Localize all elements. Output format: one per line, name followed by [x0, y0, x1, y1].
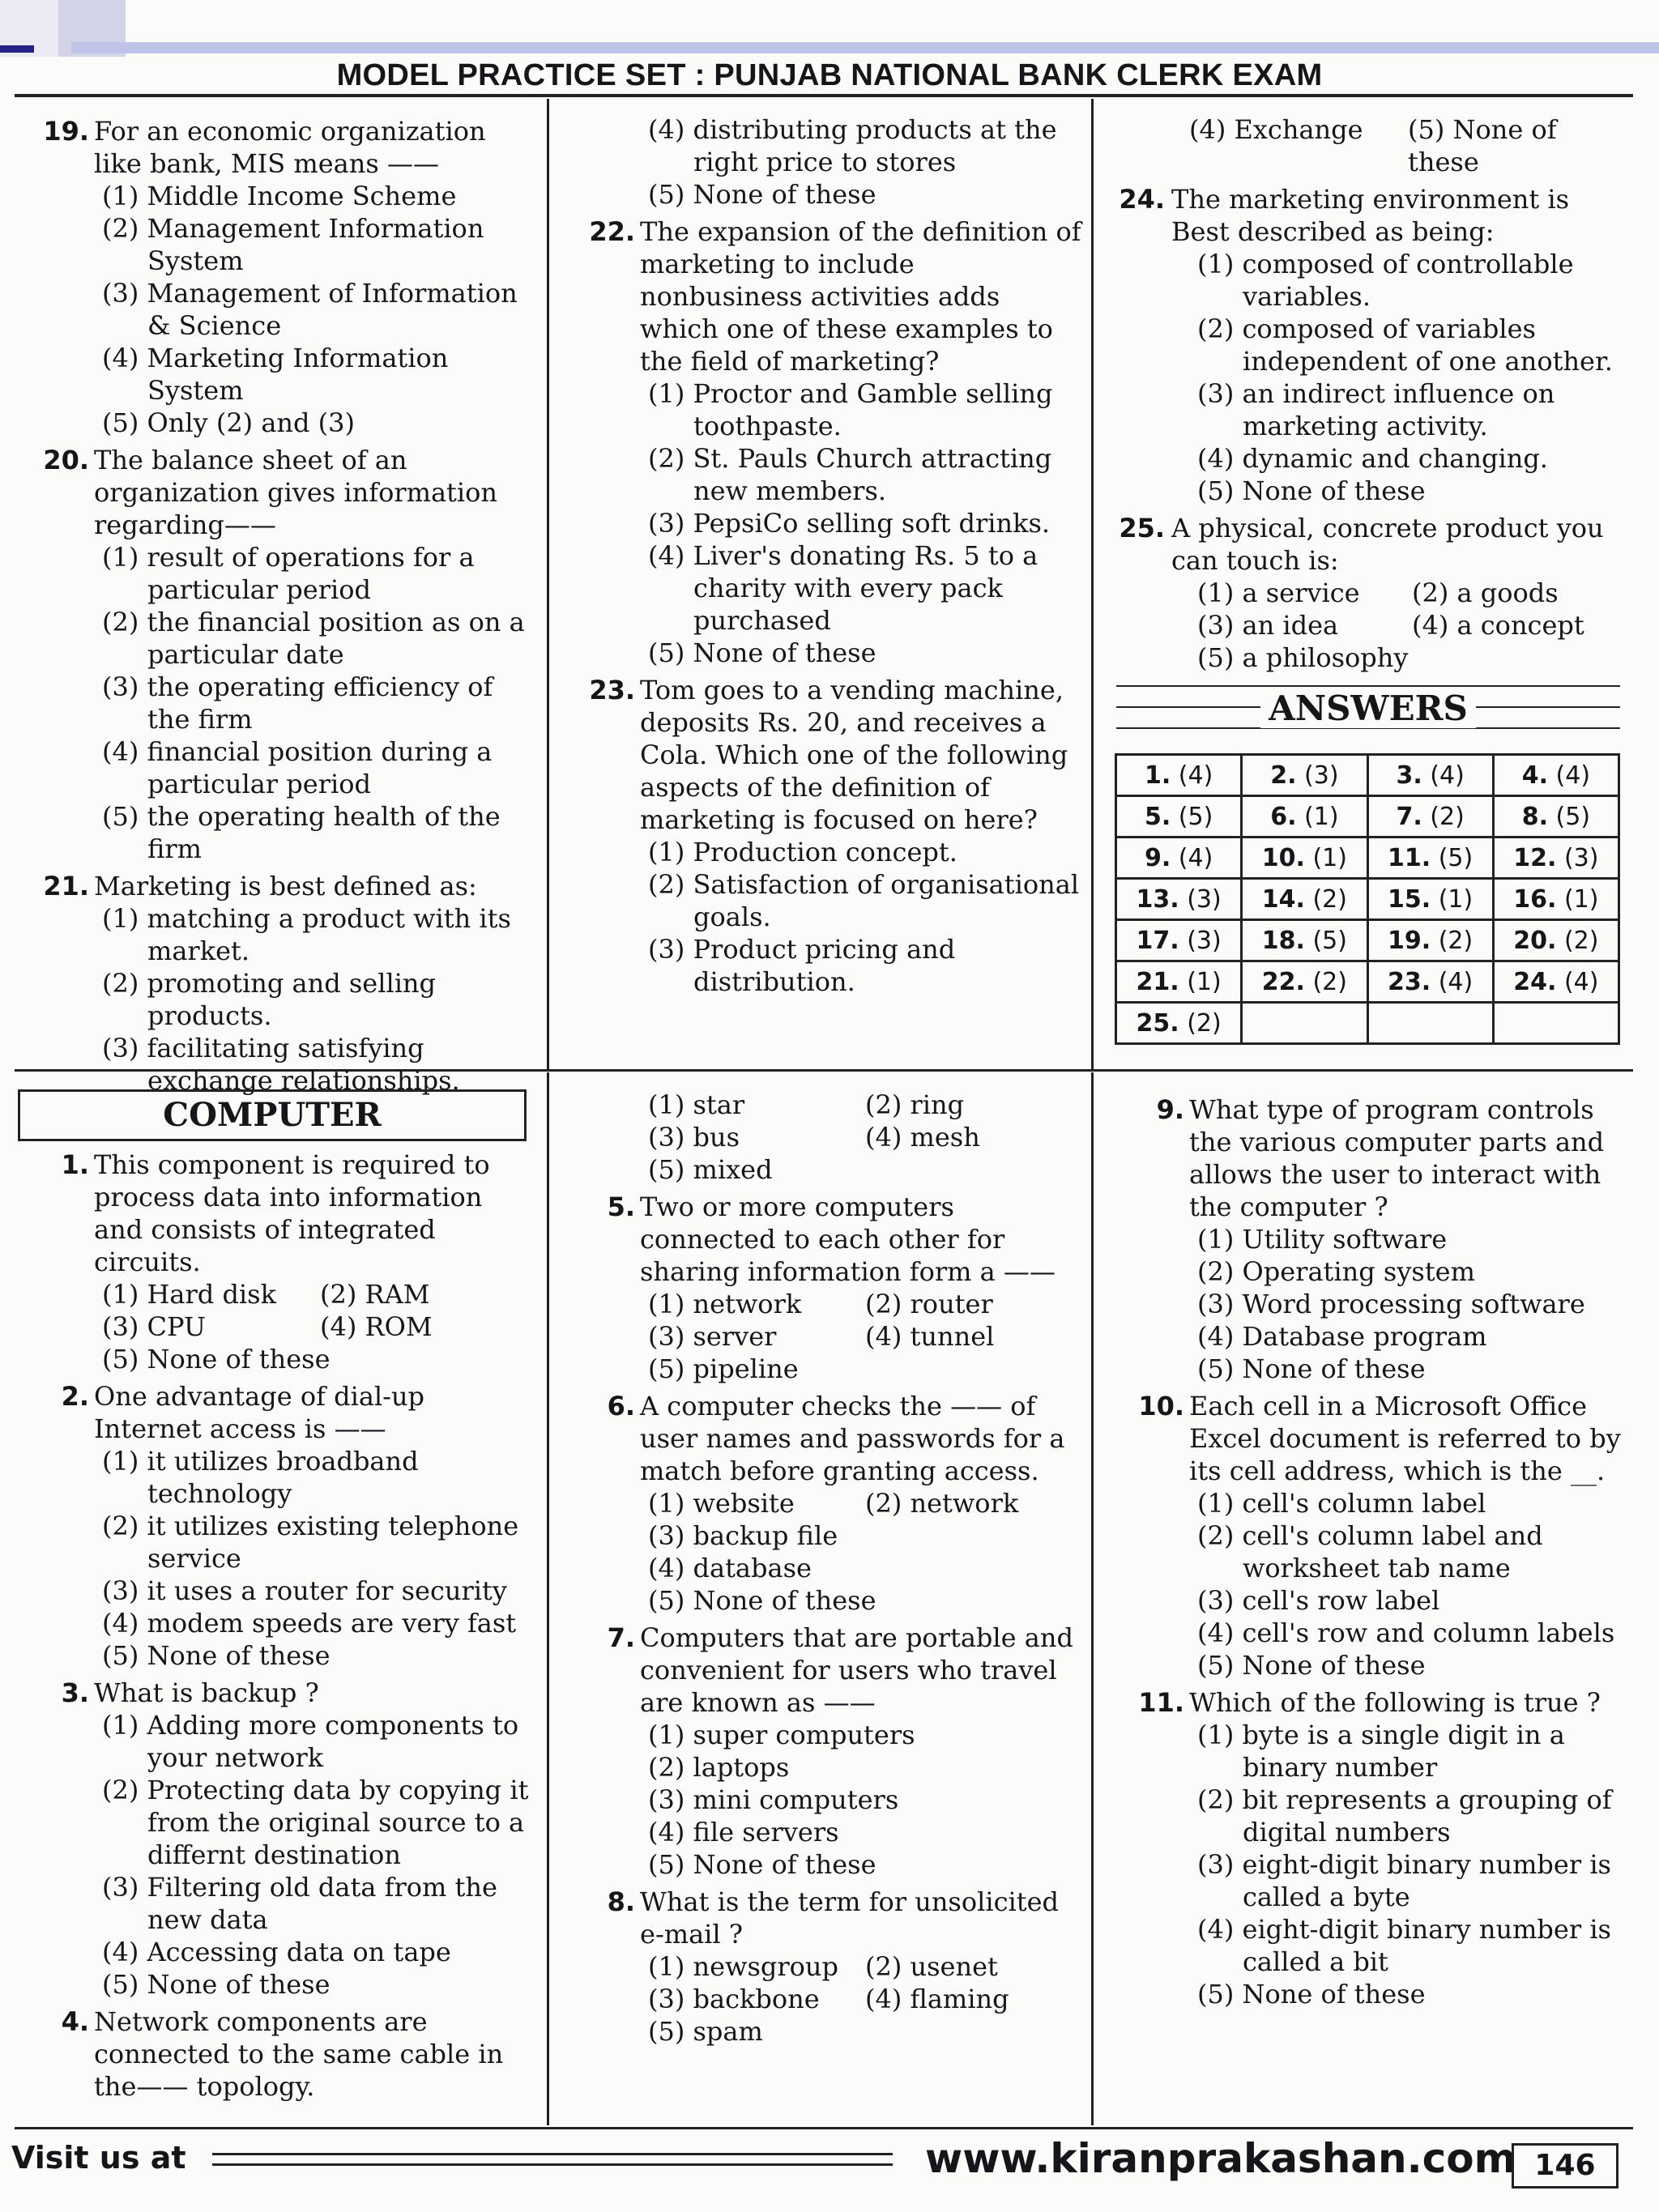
option: (1) result of operations for a particular period: [102, 542, 475, 605]
question-number: 4.: [61, 2006, 89, 2037]
option-pair: [102, 1278, 538, 1311]
question: [21, 1380, 538, 1672]
computer-column-2: [567, 1089, 1082, 2048]
option: (3) bus: [648, 1122, 740, 1153]
column-divider: [547, 99, 549, 1069]
option: (5) a philosophy: [1197, 642, 1409, 673]
option: (3) eight-digit binary number is called a byte: [1197, 1849, 1611, 1912]
answer-choice: (4): [1555, 761, 1591, 790]
question-number: 22.: [589, 216, 635, 247]
computer-column-3: [1116, 1089, 1627, 2010]
header-rule: [15, 94, 1633, 97]
question-text: [21, 1677, 538, 1709]
option: (5) None of these: [1197, 1650, 1426, 1681]
option: (2) RAM: [320, 1279, 430, 1310]
answer-number: 9.: [1144, 843, 1171, 872]
answer-number: 21.: [1136, 967, 1179, 996]
option: (2) ring: [865, 1089, 965, 1120]
option: (5) None of these: [102, 1969, 331, 2000]
question-text: [567, 1191, 1082, 1288]
question-number: 19.: [43, 116, 89, 147]
question-number: 6.: [607, 1391, 635, 1421]
footer-url[interactable]: www.kiranprakashan.com: [925, 2135, 1516, 2182]
answer-cell: [1367, 961, 1493, 1003]
option: (1) website: [648, 1488, 795, 1519]
option: (3) CPU: [102, 1311, 206, 1342]
computer-column-1: [21, 1144, 538, 2103]
option: (2) Satisfaction of organisational goals.: [648, 869, 1080, 932]
marketing-column-1: [21, 110, 538, 1097]
answer-choice: (3): [1304, 761, 1339, 790]
question: [1116, 1390, 1627, 1681]
question-text: [1116, 1093, 1627, 1223]
answer-choice: (2): [1438, 926, 1473, 955]
question-number: 10.: [1138, 1391, 1184, 1421]
question-stem: A physical, concrete product you can touch is:: [1171, 513, 1604, 576]
answer-cell: [1242, 1003, 1367, 1044]
answer-number: 14.: [1261, 884, 1305, 914]
marketing-column-2: [567, 113, 1082, 998]
answer-cell: [1242, 961, 1367, 1003]
column-divider: [547, 1072, 549, 2125]
option: (1) cell's column label: [1197, 1488, 1486, 1519]
answer-cell: [1493, 1003, 1618, 1044]
question-stem: Each cell in a Microsoft Office Excel document is referred to by its cell address, which is the __.: [1189, 1391, 1621, 1486]
answer-cell: [1116, 961, 1242, 1003]
question-number: 24.: [1119, 184, 1165, 215]
column-divider: [1091, 1072, 1094, 2125]
option: (5) Only (2) and (3): [102, 407, 355, 438]
question-number: 25.: [1119, 513, 1165, 543]
option: (3) Management of Information & Science: [102, 278, 518, 341]
question-number: 9.: [1156, 1094, 1184, 1125]
question-text: [21, 115, 538, 180]
option: (2) composed of variables independent of one another.: [1197, 313, 1613, 377]
answer-choice: (2): [1187, 1008, 1222, 1038]
option: (2) Protecting data by copying it from the original source to a differnt destination: [102, 1775, 529, 1870]
option: (3) facilitating satisfying exchange relationships.: [102, 1033, 460, 1096]
question-text: [567, 674, 1082, 836]
question-number: 1.: [61, 1149, 89, 1180]
option: (4) tunnel: [865, 1321, 995, 1352]
answer-number: 6.: [1270, 802, 1297, 831]
option: (1) newsgroup: [648, 1951, 838, 1982]
answer-number: 5.: [1144, 802, 1171, 831]
option: (4) cell's row and column labels: [1197, 1617, 1615, 1648]
option: (5) None of these: [1197, 1979, 1426, 2010]
question-stem: For an economic organization like bank, MIS means ——: [94, 116, 486, 179]
question-stem: Two or more computers connected to each other for sharing information form a ——: [640, 1191, 1056, 1287]
question-text: [21, 1380, 538, 1445]
option: (1) it utilizes broadband technology: [102, 1446, 419, 1509]
answers-row: [1116, 879, 1619, 920]
answer-cell: [1242, 755, 1367, 796]
answer-choice: (2): [1563, 926, 1599, 955]
answer-number: 8.: [1521, 802, 1548, 831]
question-text: [21, 870, 538, 902]
answer-choice: (4): [1430, 761, 1465, 790]
page-title: MODEL PRACTICE SET : PUNJAB NATIONAL BANK CLERK EXAM: [336, 58, 1323, 92]
option: (4) Exchange: [1189, 114, 1363, 145]
answer-choice: (1): [1304, 802, 1339, 831]
answer-number: 10.: [1261, 843, 1305, 872]
option-pair: [648, 1288, 1082, 1320]
answer-number: 20.: [1513, 926, 1557, 955]
option: (1) network: [648, 1289, 802, 1319]
question-text: [567, 1886, 1082, 1950]
answers-header: [1116, 682, 1620, 732]
question-number: 23.: [589, 675, 635, 705]
answer-choice: (5): [1438, 843, 1473, 872]
answer-cell: [1116, 796, 1242, 837]
answer-number: 22.: [1261, 967, 1305, 996]
answers-row: [1116, 796, 1619, 837]
option-pair: [648, 1089, 1082, 1121]
answer-cell: [1367, 1003, 1493, 1044]
option: (5) the operating health of the firm: [102, 801, 501, 864]
question-stem: Tom goes to a vending machine, deposits Rs. 20, and receives a Cola. Which one of the following aspects of the definition of marketing is focused on here?: [640, 675, 1068, 835]
option: (5) pipeline: [648, 1353, 799, 1384]
option: (3) an indirect influence on marketing activity.: [1197, 378, 1555, 441]
answer-choice: (5): [1312, 926, 1347, 955]
answer-cell: [1493, 961, 1618, 1003]
option: (2) Operating system: [1197, 1256, 1475, 1287]
option: (3) server: [648, 1321, 777, 1352]
option: (4) financial position during a particular period: [102, 736, 493, 799]
question-text: [21, 2005, 538, 2103]
option: (3) backbone: [648, 1984, 820, 2014]
option: (5) None of these: [648, 1849, 876, 1880]
option: (4) database: [648, 1553, 812, 1583]
option: (1) matching a product with its market.: [102, 903, 511, 966]
answer-number: 7.: [1396, 802, 1422, 831]
option: (2) bit represents a grouping of digital numbers: [1197, 1784, 1612, 1848]
option: (3) Filtering old data from the new data: [102, 1872, 497, 1935]
option: (4) Liver's donating Rs. 5 to a charity with every pack purchased: [648, 540, 1038, 636]
option: (3) it uses a router for security: [102, 1575, 507, 1606]
question: [21, 1149, 538, 1375]
option: (2) cell's column label and worksheet tab name: [1197, 1520, 1543, 1583]
question: [1116, 1093, 1627, 1385]
answer-choice: (4): [1178, 843, 1213, 872]
question: [1116, 512, 1627, 674]
answer-number: 3.: [1396, 761, 1422, 790]
question-text: [1116, 1390, 1627, 1487]
option-pair: [648, 1320, 1082, 1353]
answer-number: 1.: [1144, 761, 1171, 790]
option: (2) a goods: [1412, 578, 1559, 608]
option: (2) St. Pauls Church attracting new members.: [648, 443, 1052, 506]
answer-cell: [1367, 879, 1493, 920]
question: [567, 674, 1082, 998]
answer-choice: (2): [1312, 884, 1347, 914]
answer-number: 25.: [1136, 1008, 1179, 1038]
question: [567, 1390, 1082, 1617]
option: (2) router: [865, 1289, 993, 1319]
question-text: [1116, 512, 1627, 577]
marketing-column-3: [1116, 113, 1627, 674]
answers-row: [1116, 837, 1619, 879]
option: (2) usenet: [865, 1951, 998, 1982]
header-strip: [71, 42, 1659, 53]
answer-cell: [1116, 920, 1242, 961]
answer-choice: (4): [1438, 967, 1473, 996]
corner-decoration: [0, 45, 34, 53]
footer-rule: [15, 2127, 1633, 2129]
question-stem: What is backup ?: [94, 1677, 319, 1708]
option: (3) cell's row label: [1197, 1585, 1440, 1616]
option: (4) Database program: [1197, 1321, 1487, 1352]
option: (4) modem speeds are very fast: [102, 1608, 517, 1639]
question-number: 8.: [607, 1886, 635, 1917]
option: (1) super computers: [648, 1720, 915, 1750]
question-number: 7.: [607, 1622, 635, 1653]
option: (1) Proctor and Gamble selling toothpaste.: [648, 378, 1053, 441]
option-pair: [102, 1311, 538, 1343]
answer-cell: [1242, 837, 1367, 879]
option: (1) Utility software: [1197, 1224, 1448, 1255]
option: (3) Word processing software: [1197, 1289, 1585, 1319]
answer-cell: [1367, 920, 1493, 961]
question: [1116, 1686, 1627, 2010]
answer-choice: (5): [1555, 802, 1591, 831]
footer-double-rule: [212, 2153, 893, 2166]
question-text: [21, 444, 538, 541]
question-number: 11.: [1138, 1687, 1184, 1718]
answer-cell: [1493, 796, 1618, 837]
option: (1) Hard disk: [102, 1279, 276, 1310]
question: [21, 870, 538, 1097]
question-number: 3.: [61, 1677, 89, 1708]
option: (4) Marketing Information System: [102, 343, 449, 406]
option: (2) Management Information System: [102, 213, 484, 276]
question-stem: Network components are connected to the same cable in the—— topology.: [94, 2006, 504, 2102]
answer-number: 13.: [1136, 884, 1179, 914]
answer-choice: (3): [1187, 884, 1222, 914]
question-stem: A computer checks the —— of user names and passwords for a match before granting access.: [640, 1391, 1065, 1486]
answer-cell: [1493, 837, 1618, 879]
answer-number: 11.: [1388, 843, 1431, 872]
answer-choice: (1): [1563, 884, 1599, 914]
option: (3) the operating efficiency of the firm: [102, 671, 493, 735]
answer-choice: (2): [1312, 967, 1347, 996]
option: (5) None of these: [648, 1585, 876, 1616]
answer-cell: [1116, 879, 1242, 920]
question: [567, 1886, 1082, 2048]
question: [567, 215, 1082, 669]
option: (5) None of these: [102, 1640, 331, 1671]
answer-number: 12.: [1513, 843, 1557, 872]
option: (4) eight-digit binary number is called a bit: [1197, 1914, 1611, 1977]
question-text: [567, 215, 1082, 377]
section-title-computer: COMPUTER: [18, 1089, 527, 1141]
answer-cell: [1116, 755, 1242, 796]
answer-choice: (3): [1187, 926, 1222, 955]
option: (5) None of these: [102, 1344, 331, 1375]
answers-row: [1116, 755, 1619, 796]
option: (4) Accessing data on tape: [102, 1937, 451, 1967]
answer-cell: [1116, 837, 1242, 879]
option: (5) None of these: [1408, 114, 1557, 177]
question: [567, 1191, 1082, 1385]
answer-number: 15.: [1388, 884, 1431, 914]
option: (4) ROM: [320, 1311, 433, 1342]
option: (4) mesh: [865, 1122, 980, 1153]
answer-number: 19.: [1388, 926, 1431, 955]
answer-choice: (1): [1312, 843, 1347, 872]
answer-choice: (2): [1430, 802, 1465, 831]
answers-title: ANSWERS: [1260, 688, 1476, 728]
option-pair: [648, 1983, 1082, 2015]
answer-number: 2.: [1270, 761, 1297, 790]
option: (3) mini computers: [648, 1784, 899, 1815]
question-number: 21.: [43, 871, 89, 901]
option: (1) star: [648, 1089, 745, 1120]
question-text: [21, 1149, 538, 1278]
answer-choice: (1): [1187, 967, 1222, 996]
answer-number: 4.: [1521, 761, 1548, 790]
option: (4) flaming: [865, 1984, 1009, 2014]
answer-number: 23.: [1388, 967, 1431, 996]
option-pair: [1189, 113, 1627, 178]
question-stem: The expansion of the definition of marketing to include nonbusiness activities adds which one of these examples to the field of marketing?: [640, 216, 1081, 377]
option: (1) byte is a single digit in a binary number: [1197, 1720, 1565, 1783]
option: (2) network: [865, 1488, 1019, 1519]
option: (5) None of these: [648, 637, 876, 668]
question-stem: One advantage of dial-up Internet access is ——: [94, 1381, 425, 1444]
column-divider: [1091, 99, 1094, 1069]
answer-cell: [1493, 879, 1618, 920]
question-stem: Which of the following is true ?: [1189, 1687, 1601, 1718]
option-pair: [648, 1950, 1082, 1983]
answer-number: 17.: [1136, 926, 1179, 955]
question: [567, 1622, 1082, 1881]
answer-cell: [1242, 879, 1367, 920]
question-number: 2.: [61, 1381, 89, 1412]
option: (1) a service: [1197, 578, 1360, 608]
option: (1) Adding more components to your network: [102, 1710, 519, 1773]
option-pair: [648, 1121, 1082, 1153]
question-text: [567, 1390, 1082, 1487]
option: (1) Middle Income Scheme: [102, 181, 457, 211]
question-stem: This component is required to process data into information and consists of integrated circuits.: [94, 1149, 490, 1277]
question-text: [1116, 183, 1627, 248]
answer-cell: [1242, 796, 1367, 837]
option: (3) an idea: [1197, 610, 1339, 641]
answer-number: 16.: [1513, 884, 1557, 914]
option: (4) dynamic and changing.: [1197, 443, 1548, 474]
option: (1) composed of controllable variables.: [1197, 249, 1574, 312]
answer-cell: [1116, 1003, 1242, 1044]
answers-row: [1116, 961, 1619, 1003]
question: [21, 2005, 538, 2103]
answer-choice: (4): [1563, 967, 1599, 996]
option: (5) mixed: [648, 1154, 773, 1185]
answer-choice: (4): [1178, 761, 1213, 790]
option: (5) None of these: [1197, 1353, 1426, 1384]
answer-cell: [1493, 755, 1618, 796]
option: (4) distributing products at the right price to stores: [648, 114, 1057, 177]
footer-visit-label: Visit us at: [11, 2140, 186, 2176]
option: (3) backup file: [648, 1520, 838, 1551]
option: (1) Production concept.: [648, 837, 957, 867]
answers-row: [1116, 920, 1619, 961]
answer-cell: [1367, 837, 1493, 879]
answer-choice: (3): [1563, 843, 1599, 872]
question-stem: Marketing is best defined as:: [94, 871, 477, 901]
answer-choice: (1): [1438, 884, 1473, 914]
question: [21, 1677, 538, 2001]
option: (2) promoting and selling products.: [102, 968, 437, 1031]
answer-number: 18.: [1261, 926, 1305, 955]
question-stem: What is the term for unsolicited e-mail ?: [640, 1886, 1060, 1950]
question-stem: Computers that are portable and convenient for users who travel are known as ——: [640, 1622, 1073, 1718]
option: (2) the financial position as on a particular date: [102, 607, 525, 670]
option: (5) None of these: [648, 179, 876, 210]
answer-cell: [1367, 796, 1493, 837]
option: (3) PepsiCo selling soft drinks.: [648, 508, 1051, 539]
question-stem: The balance sheet of an organization gives information regarding——: [94, 445, 498, 540]
question-stem: What type of program controls the various computer parts and allows the user to interact with the computer ?: [1189, 1094, 1605, 1222]
answer-cell: [1242, 920, 1367, 961]
option-pair: [1197, 577, 1627, 609]
answers-row: [1116, 1003, 1619, 1044]
option-pair: [648, 1487, 1082, 1519]
option-pair: [1197, 609, 1627, 641]
question-number: 5.: [607, 1191, 635, 1222]
question: [21, 444, 538, 865]
option: (3) Product pricing and distribution.: [648, 934, 956, 997]
option: (2) it utilizes existing telephone service: [102, 1511, 519, 1574]
answers-table: [1115, 753, 1620, 1045]
question: [1116, 183, 1627, 507]
page-number: 146: [1512, 2143, 1618, 2189]
option: (4) a concept: [1412, 610, 1584, 641]
answer-cell: [1367, 755, 1493, 796]
answer-choice: (5): [1178, 802, 1213, 831]
answer-cell: [1493, 920, 1618, 961]
question-number: 20.: [43, 445, 89, 475]
option: (4) file servers: [648, 1817, 839, 1848]
question-text: [1116, 1686, 1627, 1719]
answer-number: 24.: [1513, 967, 1557, 996]
option: (2) laptops: [648, 1752, 790, 1783]
option: (5) spam: [648, 2016, 763, 2047]
question: [21, 115, 538, 439]
option: (5) None of these: [1197, 475, 1426, 506]
question-stem: The marketing environment is Best described as being:: [1171, 184, 1570, 247]
question-text: [567, 1622, 1082, 1719]
